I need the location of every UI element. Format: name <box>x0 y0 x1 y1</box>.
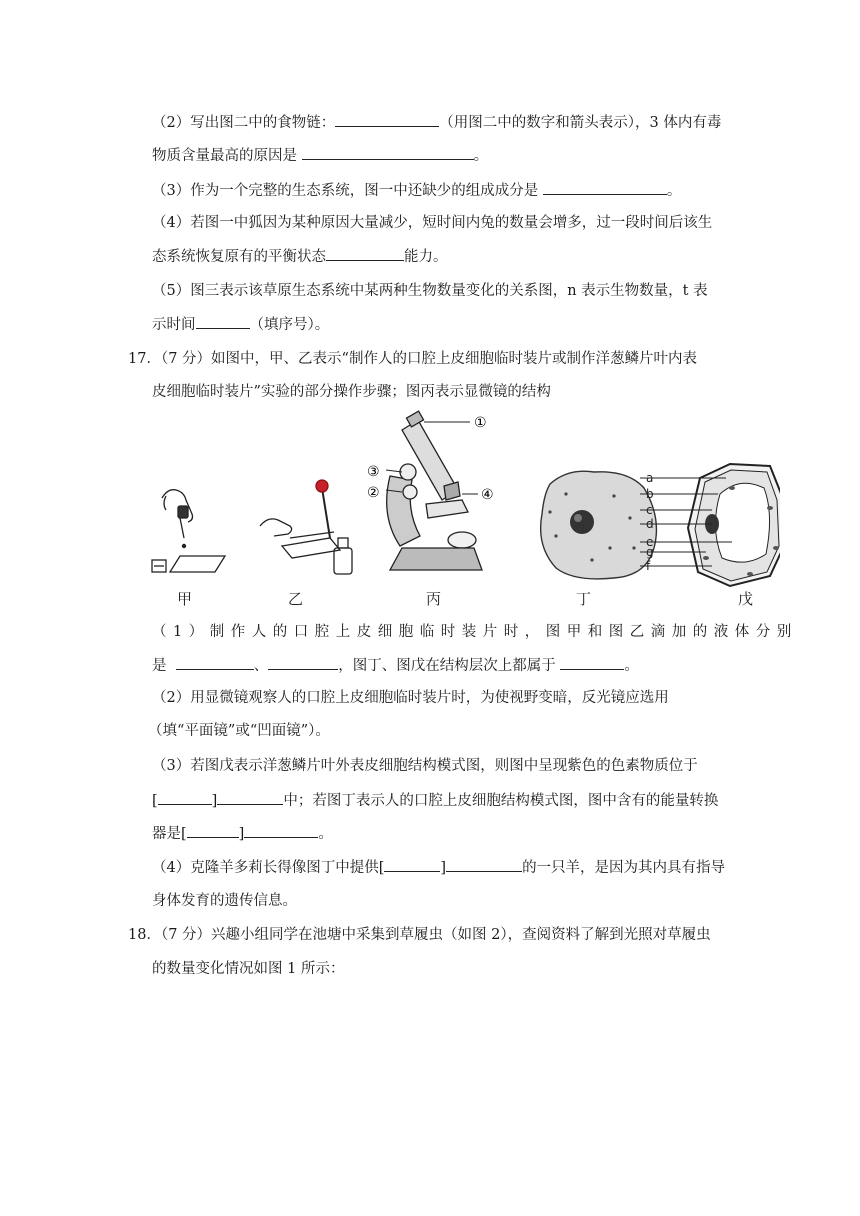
plant-cell-label-e: e <box>646 535 654 549</box>
answer-blank[interactable] <box>326 246 404 261</box>
answer-blank[interactable] <box>217 790 283 805</box>
q16-p4-text-a: （4）若图一中狐因为某种原因大量减少，短时间内兔的数量会增多，过一段时间后该生 <box>152 215 713 231</box>
experiment-figures <box>140 408 780 608</box>
q17-part1-line2 <box>152 655 639 676</box>
q17-intro-b: 皮细胞临时装片”实验的部分操作步骤；图丙表示显微镜的结构 <box>152 384 551 400</box>
q16-part4-line1 <box>152 213 712 233</box>
q17-p1-end: 。 <box>624 658 639 674</box>
q17-part4-line2 <box>152 891 297 911</box>
answer-blank[interactable] <box>187 823 239 838</box>
q16-p4-end: 能力。 <box>404 249 448 265</box>
q17-p1-text-a: （1）制作人的口腔上皮细胞临时装片时，图甲和图乙滴加的液体分别 <box>152 624 798 640</box>
q18-intro-line1 <box>128 925 711 945</box>
q16-p3-text: （3）作为一个完整的生态系统，图一中还缺少的组成成分是 <box>152 183 539 199</box>
q16-p2-text-b: （用图二中的数字和箭头表示），3 体内有毒 <box>439 115 722 131</box>
q16-p2-end: 。 <box>473 148 489 164</box>
caption-yi: 乙 <box>288 590 304 608</box>
vacuole-icon <box>715 483 769 562</box>
q17-part3-line1 <box>152 756 698 776</box>
q17-p3-text-c1: 器是[ <box>152 826 187 842</box>
q17-p3-text-c2: ] <box>238 826 245 842</box>
answer-blank[interactable] <box>158 790 212 805</box>
caption-wu: 戊 <box>738 590 754 608</box>
answer-blank[interactable] <box>302 145 474 160</box>
plant-cell-label-a: a <box>646 471 654 485</box>
microscope-label-4: ④ <box>481 487 494 503</box>
q16-part4-line2 <box>152 246 448 267</box>
q16-p5-text-a: （5）图三表示该草原生态系统中某两种生物数量变化的关系图，n 表示生物数量，t 表 <box>152 283 708 299</box>
q17-p1-sep: 、 <box>253 658 269 674</box>
answer-blank[interactable] <box>543 180 667 195</box>
q17-p2-text-b: （填“平面镜”或“凹面镜”）。 <box>148 723 330 739</box>
microscope-label-1: ① <box>474 415 487 431</box>
q17-p3-text-a: （3）若图戊表示洋葱鳞片叶外表皮细胞结构模式图，则图中呈现紫色的色素物质位于 <box>152 758 698 774</box>
answer-blank[interactable] <box>176 655 254 670</box>
q16-part2-line2 <box>152 145 488 166</box>
q17-p4-mid: ] <box>440 860 447 876</box>
q17-p4-text-b: 的一只羊，是因为其内具有指导 <box>522 860 726 876</box>
q17-part1-line1 <box>152 622 798 642</box>
glass-slide-icon <box>282 538 340 558</box>
microscope-label-2: ② <box>367 485 380 501</box>
q17-p2-text-a: （2）用显微镜观察人的口腔上皮细胞临时装片时，为使视野变暗，反光镜应选用 <box>152 690 669 706</box>
q17-part2-line1 <box>152 688 669 708</box>
pipette-bulb-icon <box>316 480 328 492</box>
q16-p5-text-b: 示时间 <box>152 317 196 333</box>
microscope-label-3: ③ <box>367 464 380 480</box>
base-icon <box>390 548 482 570</box>
plant-cell-label-b: b <box>646 487 654 501</box>
q17-part4-line1 <box>152 857 725 878</box>
stage-icon <box>426 500 468 518</box>
q16-p2-text-a: （2）写出图二中的食物链： <box>152 115 336 131</box>
q17-intro-line1 <box>128 349 697 369</box>
answer-blank[interactable] <box>384 857 440 872</box>
plant-cell-label-f: f <box>646 559 651 573</box>
plant-cell-label-g: g <box>646 545 654 559</box>
q17-part2-line2 <box>148 721 330 741</box>
q18-intro-line2 <box>152 959 344 979</box>
q16-p3-end: 。 <box>666 183 682 199</box>
q17-p3-bracket-close: ] <box>211 793 218 809</box>
figure-yi-covering <box>260 480 352 574</box>
figure-jia-dropping <box>152 490 225 572</box>
q16-part5-line1 <box>152 281 708 301</box>
tweezers-icon <box>290 532 334 538</box>
caption-bing: 丙 <box>426 590 442 608</box>
q16-p4-text-b: 态系统恢复原有的平衡状态 <box>152 249 326 265</box>
q16-part2-line1 <box>152 112 721 133</box>
plant-cell-label-d: d <box>646 517 654 531</box>
bottle-icon <box>334 548 352 574</box>
q17-intro-a: 17．（7 分）如图中，甲、乙表示“制作人的口腔上皮细胞临时装片或制作洋葱鳞片叶内表 <box>128 351 697 367</box>
figure-bing-microscope <box>386 411 482 570</box>
q18-intro-a: 18．（7 分）兴趣小组同学在池塘中采集到草履虫（如图 2），查阅资料了解到光照对草履虫 <box>128 927 711 943</box>
answer-blank[interactable] <box>244 823 318 838</box>
q17-p4-text-a: （4）克隆羊多莉长得像图丁中提供[ <box>152 860 385 876</box>
figures-svg <box>140 408 780 608</box>
q17-part3-line3 <box>152 823 333 844</box>
answer-blank[interactable] <box>196 314 250 329</box>
hand-icon <box>260 519 292 536</box>
caption-ding: 丁 <box>576 590 592 608</box>
dropper-icon <box>180 518 184 538</box>
figure-ding-animal-cell <box>541 471 657 579</box>
q17-p4-text-c: 身体发育的遗传信息。 <box>152 893 297 909</box>
answer-blank[interactable] <box>560 655 624 670</box>
q16-part3 <box>152 180 681 201</box>
q18-intro-b: 的数量变化情况如图 1 所示： <box>152 961 345 977</box>
plant-cell-label-c: c <box>646 503 653 517</box>
figure-wu-plant-cell <box>640 464 780 586</box>
nucleus-icon <box>570 510 594 534</box>
q17-p1-text-c: ，图丁、图戊在结构层次上都属于 <box>338 658 556 674</box>
q17-p3-text-c3: 。 <box>318 826 333 842</box>
pipette-icon <box>322 488 330 538</box>
answer-blank[interactable] <box>446 857 522 872</box>
mirror-icon <box>448 532 476 548</box>
q17-p3-bracket-open: [ <box>152 793 158 809</box>
q17-intro-line2 <box>152 382 551 402</box>
q16-p5-end: （填序号）。 <box>249 317 330 333</box>
q17-p3-text-b: 中；若图丁表示人的口腔上皮细胞结构模式图，图中含有的能量转换 <box>283 793 719 809</box>
q17-p1-text-b: 是 <box>152 658 167 674</box>
objective-icon <box>444 482 460 500</box>
cell-membrane-icon <box>541 471 657 579</box>
answer-blank[interactable] <box>268 655 338 670</box>
glass-slide-icon <box>170 556 225 572</box>
answer-blank[interactable] <box>335 112 439 127</box>
caption-jia: 甲 <box>177 590 193 608</box>
q17-part3-line2 <box>152 790 718 811</box>
q16-p2-text-c: 物质含量最高的原因是 <box>152 148 297 164</box>
q16-part5-line2 <box>152 314 329 335</box>
